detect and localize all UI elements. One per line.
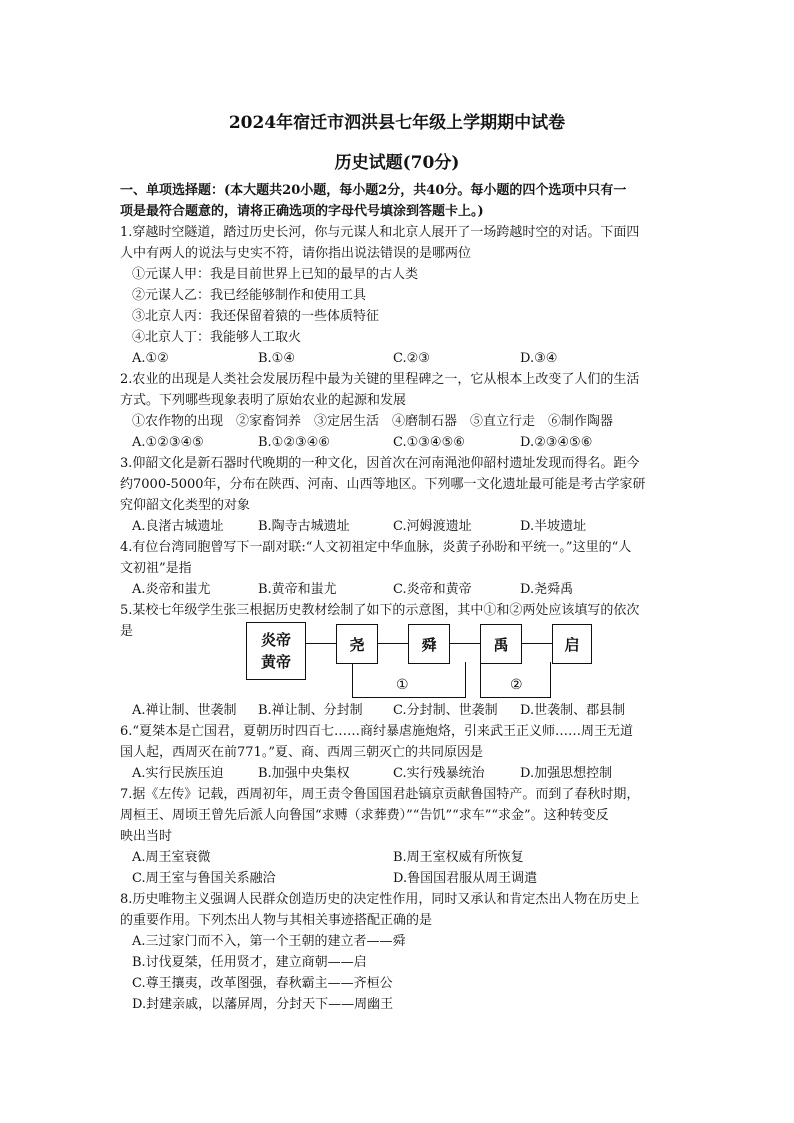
diagram-bracket <box>480 662 481 698</box>
q8-stem-line1: 8.历史唯物主义强调人民群众创造历史的决定性作用，同时又承认和肯定杰出人物在历史上 <box>120 892 640 907</box>
q7-stem-line2: 周桓王、周顷王曾先后派人向鲁国“求赙（求葬费）”“告饥”“求车”“求金”。这种转变反 <box>120 808 609 823</box>
q1-statement-3: ③北京人丙：我还保留着猿的一些体质特征 <box>132 309 380 324</box>
exam-subtitle: 历史试题(70分) <box>334 153 460 173</box>
q3-stem-line2: 约7000-5000年，分布在陕西、河南、山西等地区。下列哪一文化遗址最可能是考古学家研 <box>120 477 646 492</box>
diagram-bracket <box>465 662 466 698</box>
q4-option-c: C.炎帝和黄帝 <box>393 582 472 597</box>
q1-stem-line2: 人中有两人的说法与史实不符，请你指出说法错误的是哪两位 <box>120 246 472 261</box>
section-heading-line1: 一、单项选择题：(本大题共20小题，每小题2分，共40分。每小题的四个选项中只有一 <box>120 183 627 198</box>
q2-option-a: A.①②③④⑤ <box>132 435 204 450</box>
q6-option-a: A.实行民族压迫 <box>132 766 224 781</box>
diagram-connector <box>521 643 553 644</box>
q7-option-c: C.周王室与鲁国关系融洽 <box>132 871 276 886</box>
q1-option-c: C.②③ <box>393 351 430 366</box>
q5-option-b: B.禅让制、分封制 <box>258 703 363 718</box>
q5-stem-line2: 是 <box>120 624 134 639</box>
q6-stem-line2: 国人起，西周灭在前771。”夏、商、西周三朝灭亡的共同原因是 <box>120 745 483 760</box>
q4-stem-line1: 4.有位台湾同胞曾写下一副对联:“人文初祖定中华血脉，炎黄子孙盼和平统一。”这里的“人 <box>120 540 632 555</box>
q3-option-d: D.半坡遗址 <box>520 519 587 534</box>
q5-option-d: D.世袭制、郡县制 <box>520 703 626 718</box>
diagram-blank-2: ② <box>510 677 523 693</box>
section-heading-line2: 项是最符合题意的，请将正确选项的字母代号填涂到答题卡上。) <box>120 204 484 219</box>
q3-option-c: C.河姆渡遗址 <box>393 519 472 534</box>
q7-option-a: A.周王室衰微 <box>132 850 211 865</box>
q2-stem-line2: 方式。下列哪些现象表明了原始农业的起源和发展 <box>120 393 407 408</box>
q4-option-b: B.黄帝和蚩尤 <box>258 582 337 597</box>
diagram-connector <box>305 643 337 644</box>
q1-option-a: A.①② <box>132 351 169 366</box>
q7-option-b: B.周王室权威有所恢复 <box>393 850 524 865</box>
exam-title: 2024年宿迁市泗洪县七年级上学期期中试卷 <box>228 113 566 133</box>
q6-option-d: D.加强思想控制 <box>520 766 613 781</box>
q5-stem-line1: 5.某校七年级学生张三根据历史教材绘制了如下的示意图，其中①和②两处应该填写的依次 <box>120 603 640 618</box>
q8-option-d: D.封建亲戚，以藩屏周，分封天下——周幽王 <box>132 997 394 1012</box>
q8-option-b: B.讨伐夏桀，任用贤才，建立商朝——启 <box>132 955 367 970</box>
q2-stem-line1: 2.农业的出现是人类社会发展历程中最为关键的里程碑之一，它从根本上改变了人们的生活 <box>120 372 640 387</box>
q4-option-d: D.尧舜禹 <box>520 582 574 597</box>
q3-option-b: B.陶寺古城遗址 <box>258 519 350 534</box>
diagram-box-yu: 禹 <box>480 624 522 664</box>
q6-stem-line1: 6.“夏桀本是亡国君，夏朝历时四百七……商纣暴虐施炮烙，引来武王正义师……周王无道 <box>120 724 634 739</box>
diagram-box-yandi-huangdi <box>246 622 306 680</box>
diagram-blank-1: ① <box>396 677 409 693</box>
q1-option-d: D.③④ <box>520 351 558 366</box>
diagram-box-shun: 舜 <box>408 624 450 664</box>
diagram-bracket <box>352 697 466 698</box>
q8-option-c: C.尊王攘夷，改革图强，春秋霸主——齐桓公 <box>132 976 393 991</box>
q8-option-a: A.三过家门而不入，第一个王朝的建立者——舜 <box>132 934 406 949</box>
q8-stem-line2: 的重要作用。下列杰出人物与其相关事迹搭配正确的是 <box>120 913 433 928</box>
q4-option-a: A.炎帝和蚩尤 <box>132 582 211 597</box>
q6-option-c: C.实行残暴统治 <box>393 766 485 781</box>
q2-option-b: B.①②③④⑥ <box>258 435 330 450</box>
diagram-label-huangdi: 黄帝 <box>260 653 291 671</box>
diagram-box-qi: 启 <box>552 624 592 664</box>
q7-stem-line3: 映出当时 <box>120 829 173 844</box>
q7-stem-line1: 7.据《左传》记载，西周初年，周王责令鲁国国君赴镐京贡献鲁国特产。而到了春秋时期， <box>120 787 640 802</box>
diagram-box-yao: 尧 <box>336 624 378 664</box>
q7-option-d: D.鲁国国君服从周王调遣 <box>393 871 538 886</box>
diagram-bracket <box>550 662 551 698</box>
diagram-bracket <box>352 662 353 698</box>
q1-statement-1: ①元谋人甲：我是目前世界上已知的最早的古人类 <box>132 267 419 282</box>
q5-option-c: C.分封制、世袭制 <box>393 703 498 718</box>
diagram-label-yandi: 炎帝 <box>260 631 291 649</box>
q1-statement-2: ②元谋人乙：我已经能够制作和使用工具 <box>132 288 367 303</box>
q1-stem-line1: 1.穿越时空隧道，踏过历史长河，你与元谋人和北京人展开了一场跨越时空的对话。下面四 <box>120 225 640 240</box>
q2-option-c: C.①③④⑤⑥ <box>393 435 465 450</box>
q6-option-b: B.加强中央集权 <box>258 766 350 781</box>
q3-stem-line3: 究仰韶文化类型的对象 <box>120 498 251 513</box>
diagram-connector <box>449 643 481 644</box>
q5-option-a: A.禅让制、世袭制 <box>132 703 237 718</box>
q4-stem-line2: 文初祖”是指 <box>120 561 192 576</box>
diagram-bracket <box>480 697 551 698</box>
q3-option-a: A.良渚古城遗址 <box>132 519 224 534</box>
diagram-connector <box>377 643 409 644</box>
q2-option-d: D.②③④⑤⑥ <box>520 435 593 450</box>
q1-statement-4: ④北京人丁：我能够人工取火 <box>132 330 302 345</box>
q1-option-b: B.①④ <box>258 351 295 366</box>
q2-items: ①农作物的出现 ②家畜饲养 ③定居生活 ④磨制石器 ⑤直立行走 ⑥制作陶器 <box>132 414 614 429</box>
q3-stem-line1: 3.仰韶文化是新石器时代晚期的一种文化，因首次在河南渑池仰韶村遗址发现而得名。距今 <box>120 456 640 471</box>
